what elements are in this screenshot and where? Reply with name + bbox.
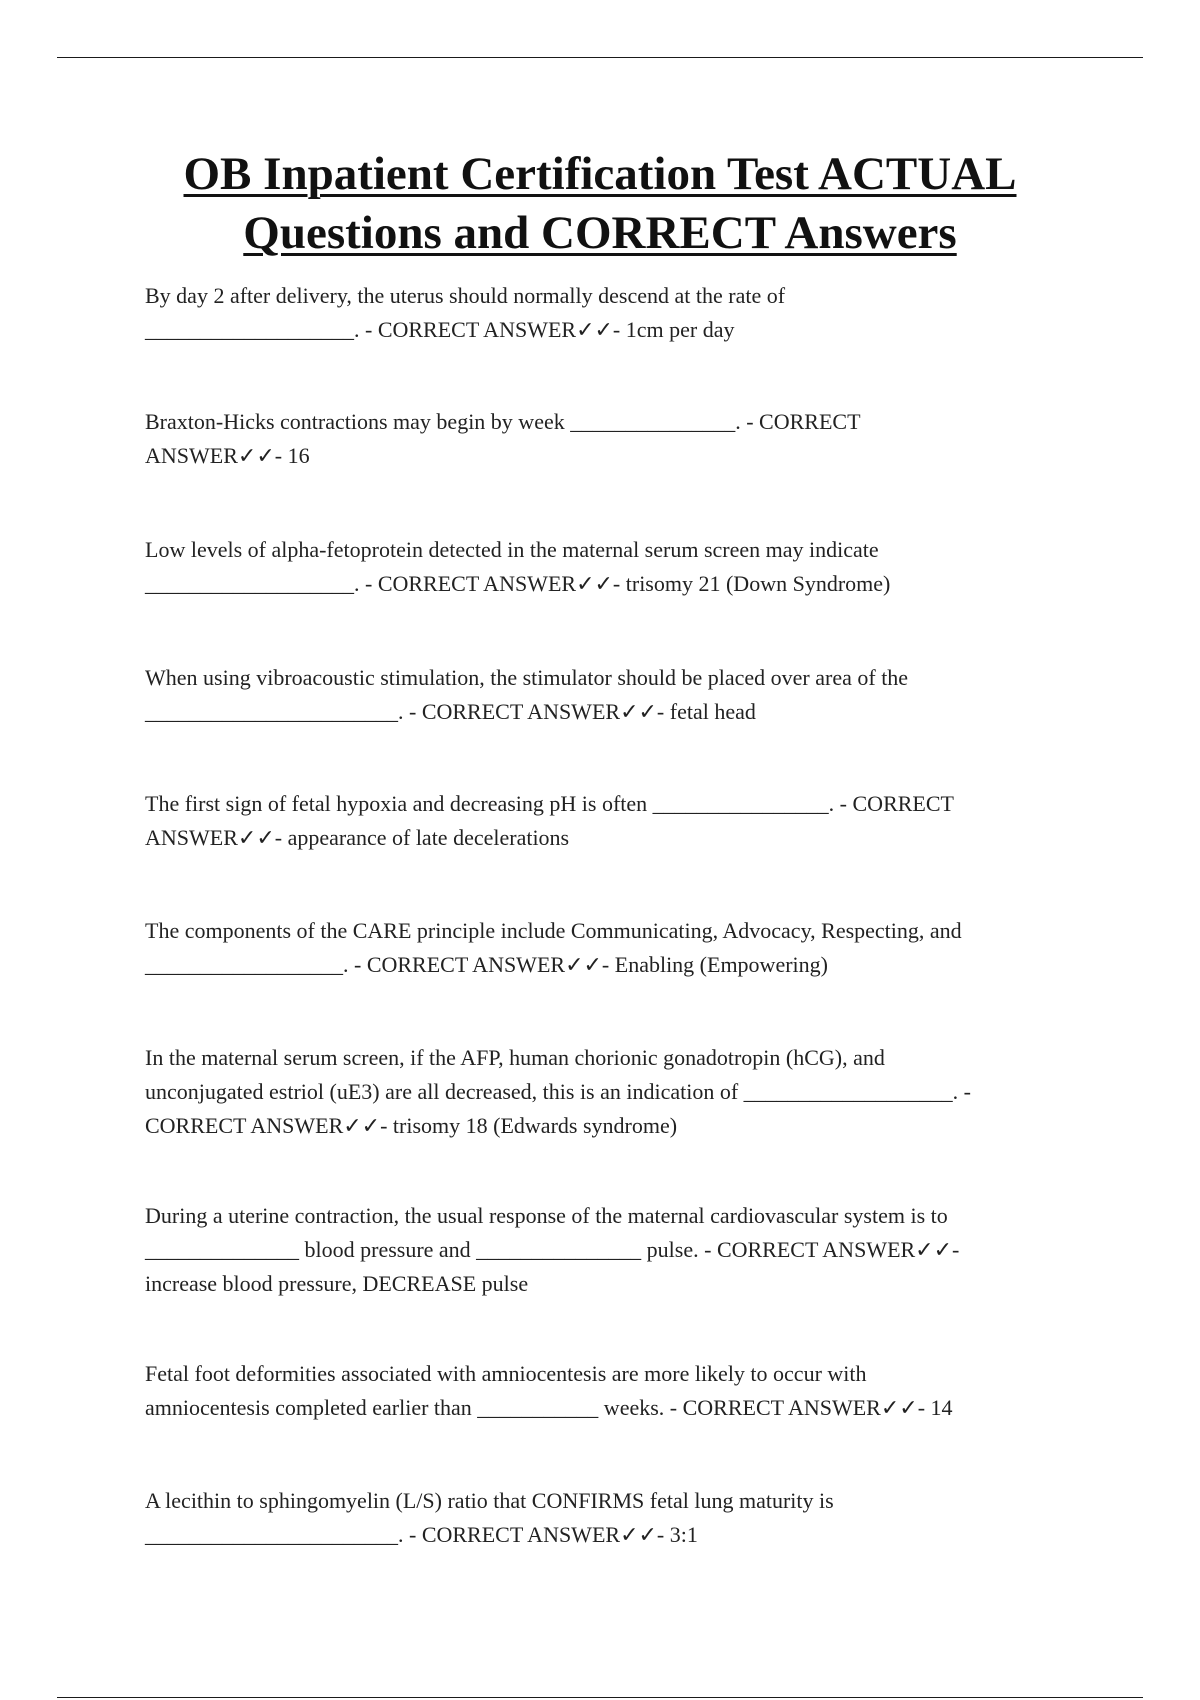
qa-item-2: [145, 405, 1065, 473]
qa-item-10-line-1: A lecithin to sphingomyelin (L/S) ratio that CONFIRMS fetal lung maturity is: [145, 1488, 834, 1513]
qa-item-6-line-1: The components of the CARE principle include Communicating, Advocacy, Respecting, and: [145, 918, 962, 943]
qa-item-3: [145, 533, 1065, 601]
title-line-2: Questions and CORRECT Answers: [243, 207, 957, 259]
document-title: [0, 145, 1200, 263]
qa-item-5: [145, 787, 1065, 855]
qa-item-3-line-1: Low levels of alpha-fetoprotein detected in the maternal serum screen may indicate: [145, 537, 879, 562]
qa-item-10-line-2: _______________________. - CORRECT ANSWER✓✓- 3:1: [145, 1522, 698, 1547]
qa-item-10: [145, 1484, 1065, 1552]
title-line-1: OB Inpatient Certification Test ACTUAL: [183, 148, 1017, 200]
qa-item-8-line-1: During a uterine contraction, the usual response of the maternal cardiovascular system is to: [145, 1203, 948, 1228]
qa-item-2-line-1: Braxton-Hicks contractions may begin by week _______________. - CORRECT: [145, 409, 861, 434]
qa-item-1: [145, 279, 1065, 347]
qa-item-7-line-1: In the maternal serum screen, if the AFP, human chorionic gonadotropin (hCG), and: [145, 1045, 885, 1070]
qa-item-5-line-2: ANSWER✓✓- appearance of late decelerations: [145, 825, 570, 850]
qa-item-8: [145, 1199, 1065, 1301]
qa-item-2-line-2: ANSWER✓✓- 16: [145, 443, 310, 468]
qa-item-1-line-2: ___________________. - CORRECT ANSWER✓✓- 1cm per day: [145, 317, 735, 342]
qa-item-4-line-2: _______________________. - CORRECT ANSWER✓✓- fetal head: [145, 699, 756, 724]
qa-item-6-line-2: __________________. - CORRECT ANSWER✓✓- Enabling (Empowering): [145, 952, 828, 977]
qa-item-8-line-3: increase blood pressure, DECREASE pulse: [145, 1271, 529, 1296]
qa-item-3-line-2: ___________________. - CORRECT ANSWER✓✓- trisomy 21 (Down Syndrome): [145, 571, 891, 596]
qa-item-4: [145, 661, 1065, 729]
qa-item-8-line-2: ______________ blood pressure and _______________ pulse. - CORRECT ANSWER✓✓-: [145, 1237, 960, 1262]
qa-item-9-line-1: Fetal foot deformities associated with amniocentesis are more likely to occur with: [145, 1361, 867, 1386]
qa-item-6: [145, 914, 1065, 982]
qa-item-7-line-3: CORRECT ANSWER✓✓- trisomy 18 (Edwards syndrome): [145, 1113, 678, 1138]
qa-item-5-line-1: The first sign of fetal hypoxia and decreasing pH is often ________________. - CORRECT: [145, 791, 954, 816]
qa-item-9-line-2: amniocentesis completed earlier than ___________ weeks. - CORRECT ANSWER✓✓- 14: [145, 1395, 953, 1420]
top-rule: [57, 57, 1143, 58]
qa-item-7: [145, 1041, 1065, 1143]
qa-item-1-line-1: By day 2 after delivery, the uterus should normally descend at the rate of: [145, 283, 786, 308]
qa-item-9: [145, 1357, 1065, 1425]
bottom-rule: [57, 1697, 1143, 1698]
qa-item-7-line-2: unconjugated estriol (uE3) are all decreased, this is an indication of ___________________. -: [145, 1079, 972, 1104]
qa-item-4-line-1: When using vibroacoustic stimulation, the stimulator should be placed over area of the: [145, 665, 909, 690]
